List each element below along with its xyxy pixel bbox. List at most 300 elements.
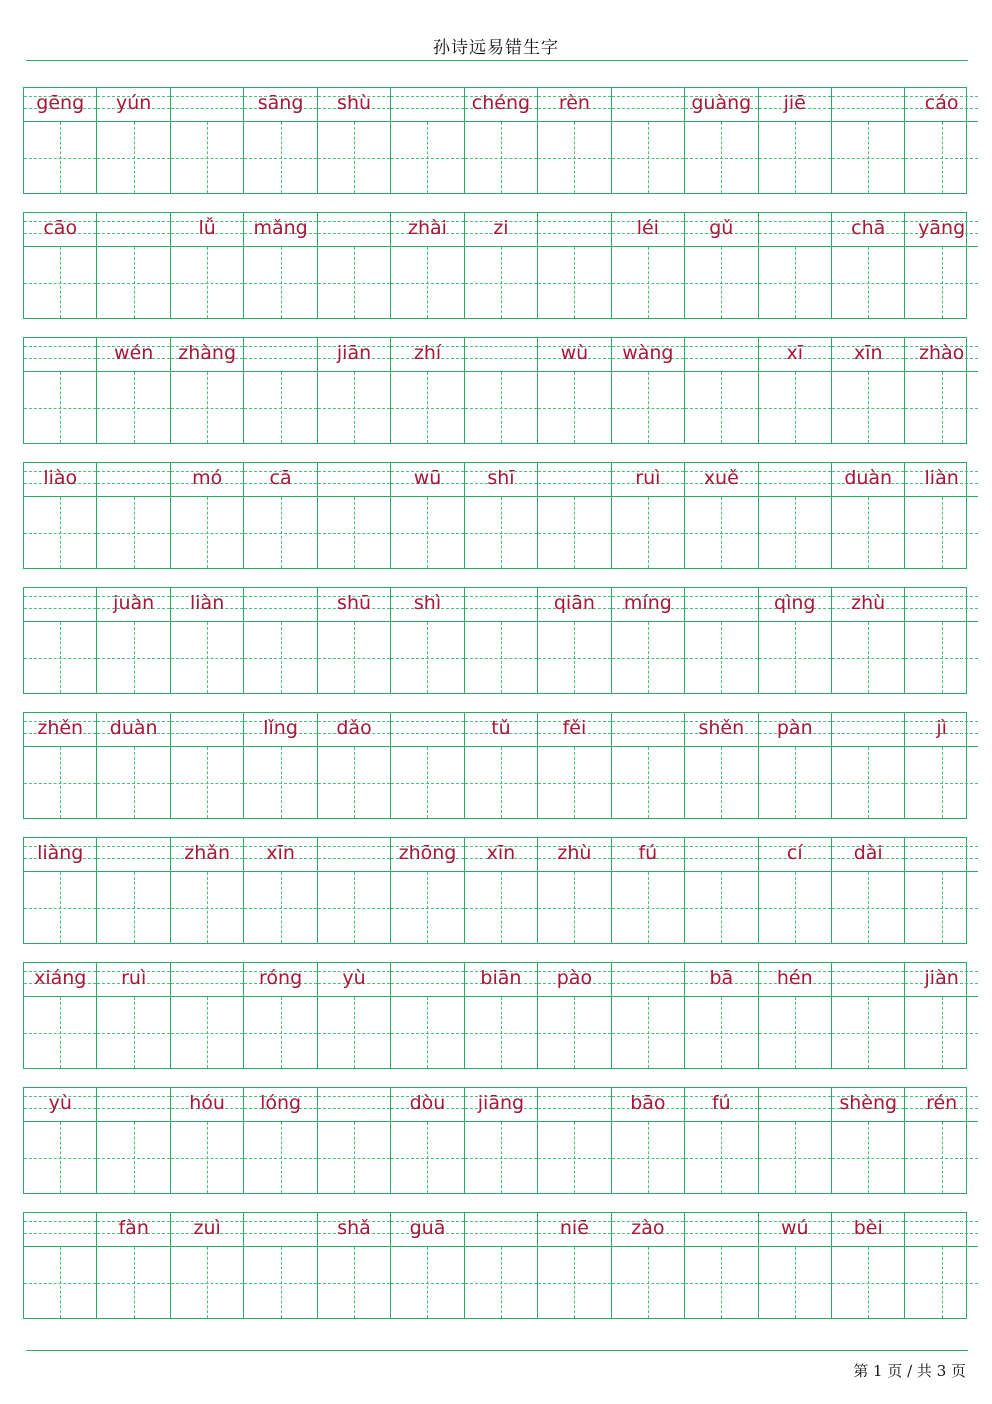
pinyin-label: dài	[853, 842, 883, 864]
center-guide-horizontal	[391, 1283, 463, 1284]
writing-cell	[758, 963, 831, 1068]
pinyin-label: qiān	[553, 592, 595, 614]
pinyin-guide-line	[97, 1108, 169, 1109]
pinyin-label: tǔ	[491, 717, 511, 739]
writing-cell	[758, 1088, 831, 1193]
character-box	[905, 497, 977, 568]
pinyin-guide-lines	[97, 88, 169, 122]
character-box	[905, 372, 977, 443]
center-guide-horizontal	[171, 783, 243, 784]
pinyin-guide-lines	[171, 88, 243, 122]
character-box	[905, 622, 977, 693]
writing-cell	[170, 963, 243, 1068]
character-box	[612, 497, 684, 568]
pinyin-guide-lines	[244, 1088, 316, 1122]
pinyin-guide-lines	[832, 213, 904, 247]
character-box	[905, 872, 977, 943]
writing-cell	[243, 338, 316, 443]
character-box	[244, 1122, 316, 1193]
center-guide-horizontal	[685, 1158, 757, 1159]
pinyin-guide-lines	[171, 338, 243, 372]
writing-cell	[170, 1088, 243, 1193]
pinyin-guide-lines	[465, 338, 537, 372]
pinyin-label: wén	[114, 342, 154, 364]
writing-cell	[317, 1088, 390, 1193]
pinyin-guide-line	[832, 983, 904, 984]
pinyin-guide-lines	[612, 588, 684, 622]
pinyin-guide-lines	[685, 963, 757, 997]
pinyin-guide-lines	[759, 213, 831, 247]
pinyin-guide-lines	[24, 1213, 96, 1247]
character-box	[538, 497, 610, 568]
center-guide-horizontal	[759, 1158, 831, 1159]
writing-cell	[758, 338, 831, 443]
character-box	[832, 1122, 904, 1193]
writing-cell	[170, 713, 243, 818]
pinyin-guide-lines	[244, 713, 316, 747]
pinyin-guide-lines	[391, 588, 463, 622]
pinyin-guide-lines	[465, 213, 537, 247]
writing-cell	[170, 1213, 243, 1318]
center-guide-horizontal	[171, 158, 243, 159]
pinyin-label: shèng	[839, 1092, 898, 1114]
pinyin-guide-line	[905, 596, 977, 597]
center-guide-horizontal	[244, 1033, 316, 1034]
pinyin-guide-lines	[391, 1088, 463, 1122]
center-guide-horizontal	[318, 533, 390, 534]
pinyin-label: yún	[116, 92, 152, 114]
pinyin-guide-lines	[24, 213, 96, 247]
center-guide-horizontal	[832, 658, 904, 659]
center-guide-horizontal	[244, 1283, 316, 1284]
writing-cell	[904, 1088, 977, 1193]
pinyin-guide-lines	[612, 838, 684, 872]
writing-cell	[831, 713, 904, 818]
pinyin-guide-line	[318, 221, 390, 222]
pinyin-guide-line	[465, 1221, 537, 1222]
character-box	[905, 747, 977, 818]
character-box	[832, 122, 904, 193]
pinyin-guide-line	[24, 596, 96, 597]
character-box	[538, 747, 610, 818]
pinyin-label: shǎ	[337, 1217, 371, 1239]
pinyin-guide-lines	[318, 588, 390, 622]
pinyin-label: bèi	[853, 1217, 883, 1239]
pinyin-guide-line	[759, 483, 831, 484]
pinyin-guide-line	[97, 1096, 169, 1097]
character-box	[832, 497, 904, 568]
pinyin-guide-lines	[391, 463, 463, 497]
pinyin-guide-line	[97, 233, 169, 234]
character-box	[465, 122, 537, 193]
pinyin-label: róng	[259, 967, 303, 989]
pinyin-guide-line	[244, 1221, 316, 1222]
center-guide-horizontal	[24, 1033, 96, 1034]
character-box	[97, 122, 169, 193]
center-guide-horizontal	[465, 1283, 537, 1284]
center-guide-horizontal	[97, 408, 169, 409]
pinyin-label: shī	[487, 467, 515, 489]
pinyin-guide-line	[391, 971, 463, 972]
center-guide-horizontal	[612, 1283, 684, 1284]
character-box	[759, 622, 831, 693]
writing-cell	[537, 88, 610, 193]
writing-cell	[611, 88, 684, 193]
header-rule	[26, 60, 968, 61]
pinyin-guide-lines	[318, 1088, 390, 1122]
character-box	[759, 372, 831, 443]
pinyin-guide-line	[685, 858, 757, 859]
center-guide-horizontal	[538, 283, 610, 284]
pinyin-guide-lines	[612, 963, 684, 997]
pinyin-guide-line	[905, 846, 977, 847]
pinyin-guide-lines	[905, 1213, 977, 1247]
character-box	[24, 622, 96, 693]
pinyin-guide-line	[832, 721, 904, 722]
character-box	[391, 997, 463, 1068]
pinyin-guide-line	[759, 471, 831, 472]
pinyin-label: dòu	[409, 1092, 446, 1114]
center-guide-horizontal	[318, 658, 390, 659]
character-box	[465, 1122, 537, 1193]
pinyin-guide-lines	[538, 463, 610, 497]
pinyin-label: qìng	[774, 592, 816, 614]
character-box	[465, 997, 537, 1068]
pinyin-guide-lines	[832, 838, 904, 872]
writing-cell	[758, 213, 831, 318]
character-box	[318, 997, 390, 1068]
center-guide-horizontal	[24, 533, 96, 534]
writing-cell	[317, 838, 390, 943]
pinyin-label: lóng	[260, 1092, 302, 1114]
pinyin-guide-lines	[685, 588, 757, 622]
center-guide-horizontal	[318, 283, 390, 284]
writing-cell	[611, 713, 684, 818]
pinyin-guide-lines	[244, 213, 316, 247]
center-guide-horizontal	[538, 158, 610, 159]
pinyin-guide-lines	[171, 963, 243, 997]
pinyin-label: zhào	[919, 342, 965, 364]
pinyin-label: chā	[851, 217, 886, 239]
center-guide-horizontal	[832, 783, 904, 784]
pinyin-guide-lines	[24, 588, 96, 622]
character-box	[391, 1247, 463, 1318]
practice-row-9	[23, 1087, 967, 1194]
pinyin-label: jiāng	[477, 1092, 525, 1114]
pinyin-guide-lines	[318, 338, 390, 372]
center-guide-horizontal	[905, 533, 977, 534]
pinyin-guide-line	[24, 1221, 96, 1222]
pinyin-guide-lines	[465, 88, 537, 122]
pinyin-guide-lines	[244, 963, 316, 997]
character-box	[171, 1247, 243, 1318]
pinyin-label: xīn	[486, 842, 516, 864]
writing-cell	[684, 588, 757, 693]
character-box	[171, 622, 243, 693]
pinyin-guide-lines	[244, 838, 316, 872]
pinyin-guide-line	[612, 96, 684, 97]
center-guide-horizontal	[171, 533, 243, 534]
writing-cell	[96, 713, 169, 818]
character-box	[465, 872, 537, 943]
writing-cell	[96, 88, 169, 193]
center-guide-horizontal	[832, 283, 904, 284]
pinyin-guide-lines	[685, 1088, 757, 1122]
pinyin-guide-lines	[685, 838, 757, 872]
character-box	[612, 997, 684, 1068]
center-guide-horizontal	[685, 783, 757, 784]
writing-cell	[537, 1213, 610, 1318]
character-box	[465, 497, 537, 568]
character-box	[244, 997, 316, 1068]
center-guide-horizontal	[832, 908, 904, 909]
character-box	[97, 1122, 169, 1193]
center-guide-horizontal	[318, 1283, 390, 1284]
center-guide-horizontal	[759, 158, 831, 159]
character-box	[171, 997, 243, 1068]
center-guide-horizontal	[171, 1033, 243, 1034]
writing-cell	[243, 838, 316, 943]
pinyin-label: zhài	[408, 217, 447, 239]
pinyin-guide-line	[244, 358, 316, 359]
pinyin-guide-lines	[97, 963, 169, 997]
pinyin-guide-line	[612, 721, 684, 722]
character-box	[759, 1247, 831, 1318]
writing-cell	[611, 213, 684, 318]
writing-cell	[390, 588, 463, 693]
character-box	[759, 747, 831, 818]
character-box	[685, 122, 757, 193]
pinyin-guide-lines	[759, 963, 831, 997]
character-box	[24, 872, 96, 943]
character-box	[318, 247, 390, 318]
character-box	[685, 1122, 757, 1193]
character-box	[171, 872, 243, 943]
center-guide-horizontal	[24, 1158, 96, 1159]
center-guide-horizontal	[244, 908, 316, 909]
pinyin-label: gǔ	[709, 217, 734, 239]
pinyin-guide-lines	[905, 1088, 977, 1122]
pinyin-guide-line	[244, 1233, 316, 1234]
pinyin-guide-lines	[538, 838, 610, 872]
pinyin-guide-lines	[685, 463, 757, 497]
character-box	[759, 872, 831, 943]
pinyin-label: zhàng	[178, 342, 237, 364]
pinyin-label: xiáng	[34, 967, 87, 989]
pinyin-guide-lines	[465, 713, 537, 747]
center-guide-horizontal	[538, 1033, 610, 1034]
writing-cell	[96, 338, 169, 443]
center-guide-horizontal	[832, 533, 904, 534]
character-box	[905, 247, 977, 318]
writing-cell	[170, 338, 243, 443]
writing-cell	[684, 1213, 757, 1318]
center-guide-horizontal	[905, 658, 977, 659]
character-box	[171, 497, 243, 568]
writing-cell	[904, 838, 977, 943]
center-guide-horizontal	[171, 283, 243, 284]
character-box	[538, 1247, 610, 1318]
character-box	[905, 1122, 977, 1193]
writing-cell	[243, 1213, 316, 1318]
pinyin-guide-lines	[612, 1088, 684, 1122]
character-box	[97, 1247, 169, 1318]
pinyin-label: guā	[409, 1217, 446, 1239]
character-box	[612, 372, 684, 443]
writing-cell	[684, 88, 757, 193]
center-guide-horizontal	[538, 408, 610, 409]
center-guide-horizontal	[612, 658, 684, 659]
center-guide-horizontal	[318, 1158, 390, 1159]
pinyin-guide-lines	[244, 1213, 316, 1247]
pinyin-guide-line	[171, 733, 243, 734]
writing-cell	[684, 713, 757, 818]
writing-cell	[464, 838, 537, 943]
pinyin-guide-line	[685, 358, 757, 359]
writing-cell	[831, 588, 904, 693]
pinyin-guide-lines	[905, 713, 977, 747]
center-guide-horizontal	[24, 783, 96, 784]
pinyin-guide-lines	[171, 1088, 243, 1122]
pinyin-guide-lines	[465, 1213, 537, 1247]
character-box	[391, 622, 463, 693]
center-guide-horizontal	[759, 1033, 831, 1034]
writing-cell	[170, 213, 243, 318]
center-guide-horizontal	[612, 283, 684, 284]
pinyin-guide-line	[832, 96, 904, 97]
writing-cell	[464, 88, 537, 193]
pinyin-guide-lines	[465, 963, 537, 997]
pinyin-guide-lines	[97, 1088, 169, 1122]
character-box	[612, 122, 684, 193]
pinyin-guide-lines	[685, 1213, 757, 1247]
practice-row-10	[23, 1212, 967, 1319]
center-guide-horizontal	[318, 783, 390, 784]
pinyin-label: chéng	[471, 92, 531, 114]
center-guide-horizontal	[391, 283, 463, 284]
pinyin-guide-lines	[391, 88, 463, 122]
character-box	[685, 997, 757, 1068]
character-box	[171, 747, 243, 818]
pinyin-label: jiān	[336, 342, 372, 364]
center-guide-horizontal	[465, 658, 537, 659]
pinyin-label: xīn	[853, 342, 883, 364]
writing-cell	[684, 1088, 757, 1193]
writing-cell	[24, 1213, 96, 1318]
pinyin-label: wù	[560, 342, 589, 364]
writing-cell	[611, 963, 684, 1068]
writing-cell	[537, 213, 610, 318]
pinyin-guide-lines	[244, 463, 316, 497]
character-box	[24, 497, 96, 568]
pinyin-guide-lines	[905, 213, 977, 247]
center-guide-horizontal	[465, 783, 537, 784]
center-guide-horizontal	[465, 158, 537, 159]
pinyin-guide-lines	[905, 588, 977, 622]
center-guide-horizontal	[244, 658, 316, 659]
center-guide-horizontal	[759, 408, 831, 409]
pinyin-guide-lines	[97, 213, 169, 247]
pinyin-guide-line	[612, 983, 684, 984]
footer-rule	[26, 1350, 968, 1351]
writing-cell	[317, 713, 390, 818]
writing-cell	[24, 88, 96, 193]
writing-cell	[96, 213, 169, 318]
character-box	[685, 872, 757, 943]
character-box	[612, 872, 684, 943]
character-box	[759, 497, 831, 568]
writing-cell	[831, 1088, 904, 1193]
practice-row-3	[23, 337, 967, 444]
writing-cell	[684, 213, 757, 318]
center-guide-horizontal	[612, 408, 684, 409]
pinyin-guide-lines	[759, 588, 831, 622]
writing-cell	[537, 463, 610, 568]
character-box	[832, 622, 904, 693]
pinyin-label: duàn	[109, 717, 158, 739]
writing-cell	[24, 463, 96, 568]
writing-cell	[611, 588, 684, 693]
character-box	[391, 122, 463, 193]
center-guide-horizontal	[24, 658, 96, 659]
character-box	[171, 247, 243, 318]
character-box	[97, 872, 169, 943]
pinyin-label: rèn	[558, 92, 590, 114]
writing-cell	[611, 1088, 684, 1193]
pinyin-guide-lines	[391, 338, 463, 372]
character-box	[391, 872, 463, 943]
pinyin-guide-lines	[24, 338, 96, 372]
writing-cell	[317, 588, 390, 693]
writing-cell	[537, 1088, 610, 1193]
pinyin-guide-lines	[685, 88, 757, 122]
pinyin-label: míng	[623, 592, 672, 614]
writing-cell	[831, 88, 904, 193]
center-guide-horizontal	[685, 158, 757, 159]
pinyin-guide-lines	[24, 463, 96, 497]
pinyin-label: xuě	[703, 467, 739, 489]
writing-cell	[390, 963, 463, 1068]
writing-cell	[464, 1088, 537, 1193]
pinyin-guide-lines	[905, 963, 977, 997]
pinyin-guide-line	[24, 358, 96, 359]
writing-cell	[904, 338, 977, 443]
writing-cell	[464, 1213, 537, 1318]
pinyin-guide-line	[759, 1096, 831, 1097]
pinyin-guide-line	[905, 858, 977, 859]
center-guide-horizontal	[612, 783, 684, 784]
writing-cell	[317, 213, 390, 318]
pinyin-guide-line	[685, 346, 757, 347]
center-guide-horizontal	[97, 1033, 169, 1034]
character-box	[244, 1247, 316, 1318]
pinyin-guide-line	[171, 971, 243, 972]
center-guide-horizontal	[538, 1158, 610, 1159]
center-guide-horizontal	[759, 658, 831, 659]
pinyin-guide-lines	[465, 838, 537, 872]
pinyin-guide-line	[97, 471, 169, 472]
writing-cell	[611, 338, 684, 443]
pinyin-guide-lines	[391, 963, 463, 997]
pinyin-guide-line	[905, 608, 977, 609]
character-box	[538, 372, 610, 443]
center-guide-horizontal	[685, 658, 757, 659]
pinyin-guide-lines	[905, 463, 977, 497]
pinyin-guide-line	[612, 108, 684, 109]
pinyin-label: jì	[936, 717, 947, 739]
character-box	[538, 622, 610, 693]
pinyin-guide-line	[391, 108, 463, 109]
